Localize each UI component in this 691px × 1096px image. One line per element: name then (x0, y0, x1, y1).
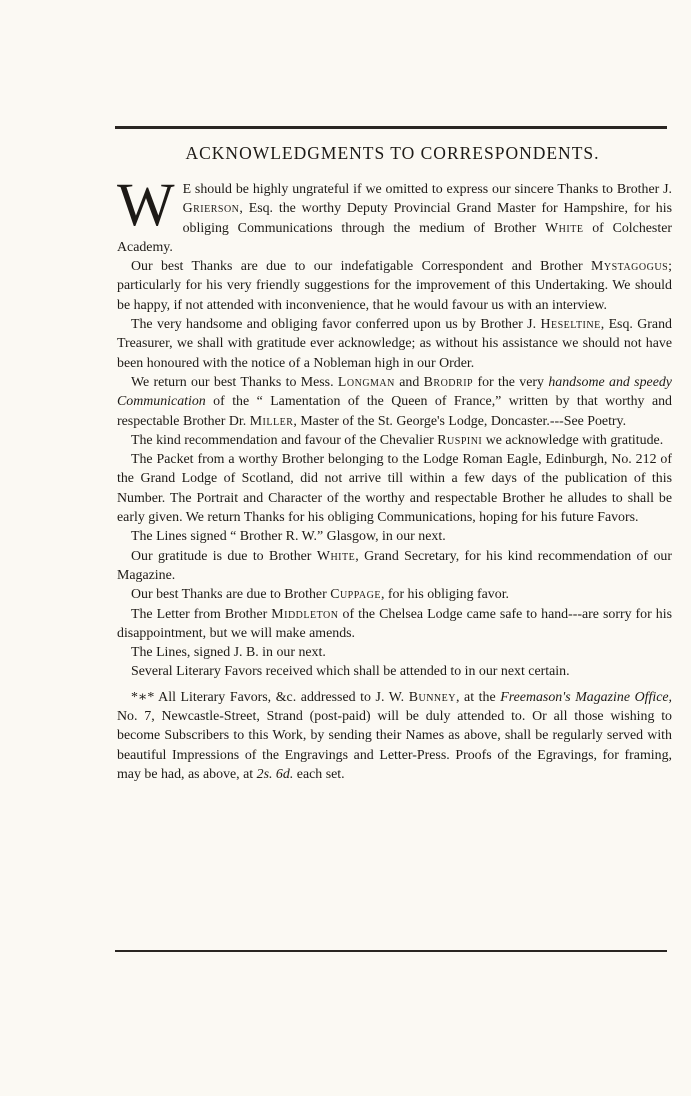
paragraph-heseltine: The very handsome and obliging favor conferred upon us by Brother J. Heseltine, Esq. Grand Treasurer, we shall with gratitude ever acknowledge; as without his assistance we should not have been honoured with the notice of a Nobleman high in our Order. (117, 317, 672, 371)
name-grierson: Grierson (182, 201, 240, 217)
drop-cap: W (117, 172, 175, 239)
name-middleton: Middleton (271, 606, 339, 622)
paragraph-literary-favors: Several Literary Favors received which shall be attended to in our next certain. (131, 664, 570, 680)
paragraph-packet: The Packet from a worthy Brother belonging to the Lodge Roman Eagle, Edinburgh, No. 212 of the Grand Lodge of Scotland, did not arrive till within a few days of the publication of this Number. The Portrait and Character of the worthy and respectable Brother he alludes to shall be early given. We return Thanks for his obliging Communications, hoping for his future Favors. (117, 452, 672, 526)
name-miller: Miller (249, 413, 294, 429)
name-cuppage: Cuppage (330, 587, 381, 603)
paragraph-mystagogus: Our best Thanks are due to our indefatigable Correspondent and Brother Mystagogus; particularly for his very friendly suggestions for the improvement of this Undertaking. We should be happy, if not attended with inconvenience, that he would favour us with an interview. (117, 259, 672, 313)
asterism-mark: *∗* (131, 689, 155, 705)
paragraph-grierson: W E should be highly ungrateful if we omitted to express our sincere Thanks to Brother J. Grierson, Esq. the worthy Deputy Provincial Grand Master for Hampshire, for his obliging Communications through the medium of Brother White of Colchester Academy. (117, 172, 672, 255)
top-rule (115, 126, 667, 129)
name-longman: Longman (337, 374, 395, 390)
article-body (117, 172, 672, 784)
paragraph-lines-rw: The Lines signed “ Brother R. W.” Glasgow, in our next. (131, 529, 446, 545)
name-mystagogus: Mystagogus (591, 259, 669, 275)
paragraph-ruspini: The kind recommendation and favour of the Chevalier Ruspini we acknowledge with gratitude. (131, 432, 664, 448)
paragraph-lines-jb: The Lines, signed J. B. in our next. (131, 645, 326, 661)
name-heseltine: Heseltine (540, 317, 601, 333)
bottom-rule (115, 950, 667, 952)
page-title: ACKNOWLEDGMENTS TO CORRESPONDENTS. (185, 143, 600, 163)
name-ruspini: Ruspini (437, 432, 483, 448)
paragraph-middleton: The Letter from Brother Middleton of the Chelsea Lodge came safe to hand---are sorry for his disappointment, but we will make amends. (117, 606, 672, 641)
name-bunney: Bunney (408, 689, 456, 705)
paragraph-cuppage: Our best Thanks are due to Brother Cuppage, for his obliging favor. (131, 587, 510, 603)
name-white-secretary: White (316, 548, 356, 564)
paragraph-longman: We return our best Thanks to Mess. Longman and Brodrip for the very handsome and speedy Communication of the “ Lamentation of the Queen of France,” written by that worthy and respectable Brother Dr. Miller, Master of the St. George's Lodge, Doncaster.---See Poetry. (117, 374, 672, 429)
name-white: White (545, 220, 584, 236)
paragraph-notice: *∗* All Literary Favors, &c. addressed to J. W. Bunney, at the Freemason's Magazine Office, No. 7, Newcastle-Street, Strand (post-paid) will be duly attended to. Or all those wishing to become Subscribers to this Work, by sending their Names as above, shall be regularly served with beautiful Impressions of the Engravings and Letter-Press. Proofs of the Egravings, for framing, may be had, as above, at 2s. 6d. each set. (117, 689, 672, 782)
name-brodrip: Brodrip (423, 374, 474, 390)
paragraph-white: Our gratitude is due to Brother White, Grand Secretary, for his kind recommendation of our Magazine. (117, 548, 672, 583)
